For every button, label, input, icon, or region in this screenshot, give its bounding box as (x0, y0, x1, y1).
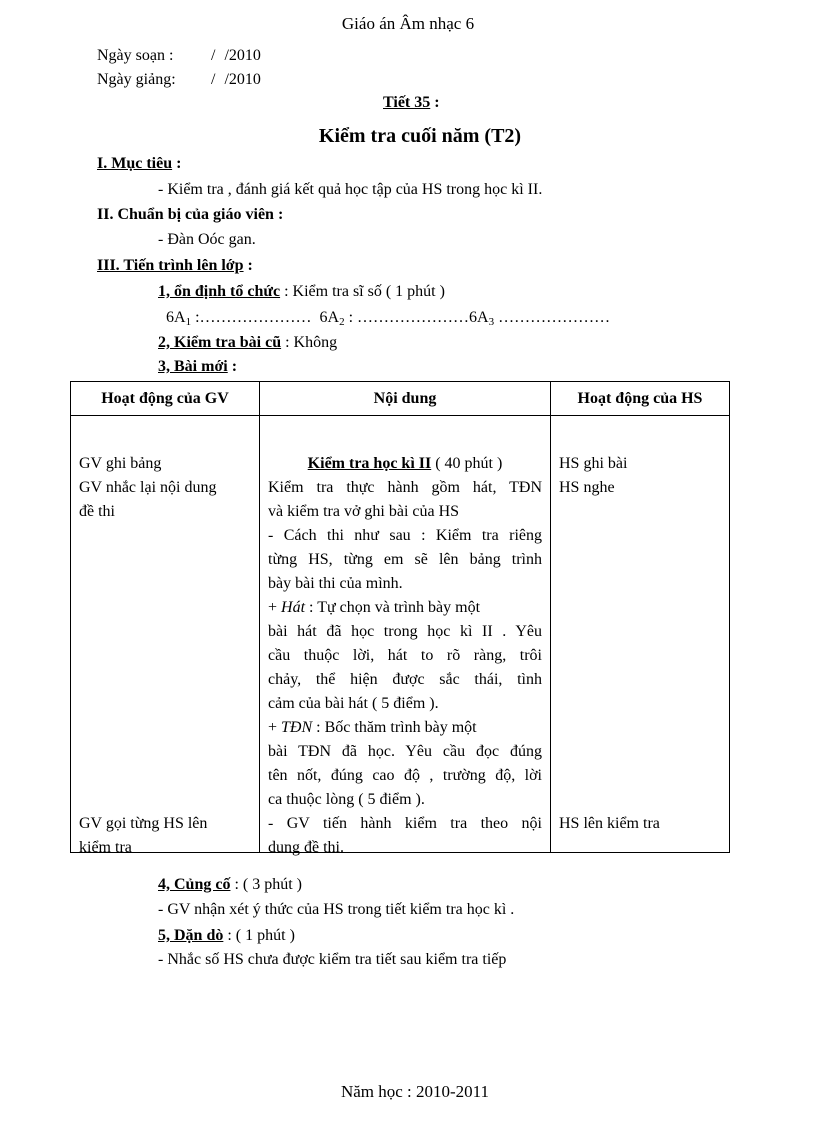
content-line: dung đề thi. (268, 839, 344, 856)
gv-line: GV ghi bảng (79, 455, 162, 472)
content-line: ca thuộc lòng ( 5 điểm ). (268, 791, 425, 808)
header-hs: Hoạt động của HS (551, 382, 730, 416)
content-line-tdn: + TĐN : Bốc thăm trình bày một (268, 719, 477, 736)
section-2-heading: II. Chuẩn bị của giáo viên : (97, 206, 284, 223)
section-3-heading: III. Tiến trình lên lớp : (97, 257, 253, 274)
date-giang-label: Ngày giảng: (97, 71, 176, 88)
content-line: bài TĐN đã học. Yêu cầu đọc đúng (268, 743, 542, 760)
content-line: - GV tiến hành kiểm tra theo nội (268, 815, 542, 832)
step-5-text: - Nhắc số HS chưa được kiểm tra tiết sau kiểm tra tiếp (158, 951, 507, 968)
date-soan-value: / /2010 (211, 47, 261, 64)
table-header-row (71, 382, 730, 416)
date-soan-label: Ngày soạn : (97, 47, 174, 64)
gv-line: GV gọi từng HS lên (79, 815, 208, 832)
content-line: tên nốt, đúng cao độ , trường độ, lời (268, 767, 542, 784)
step-4: 4, Củng cố : ( 3 phút ) (158, 876, 302, 893)
section-2-text: - Đàn Oóc gan. (158, 231, 256, 248)
content-title: Kiểm tra học kì II ( 40 phút ) (307, 455, 503, 472)
hs-line: HS nghe (559, 479, 615, 496)
lesson-number: Tiết 35 : (383, 94, 440, 111)
step-2: 2, Kiểm tra bài cũ : Không (158, 334, 338, 351)
table-row (71, 416, 730, 853)
content-line: cảm của bài hát ( 5 điểm ). (268, 695, 439, 712)
hs-line: HS lên kiểm tra (559, 815, 660, 832)
step-4-text: - GV nhận xét ý thức của HS trong tiết kiểm tra học kì . (158, 901, 515, 918)
section-1-heading: I. Mục tiêu : (97, 155, 182, 172)
gv-cell (71, 416, 260, 856)
content-line: từng HS, từng em sẽ lên bảng trình (268, 551, 542, 568)
content-line-hat: + Hát : Tự chọn và trình bày một (268, 599, 481, 616)
content-line: cầu thuộc lời, hát to rõ ràng, trôi (268, 647, 542, 664)
header-gv: Hoạt động của GV (71, 382, 260, 416)
page-footer: Năm học : 2010-2011 (340, 1082, 490, 1101)
page-title: Kiểm tra cuối năm (T2) (318, 125, 522, 147)
content-line: bài hát đã học trong học kì II . Yêu (268, 623, 542, 640)
content-line: chảy, thể hiện được sắc thái, tình (268, 671, 542, 688)
content-line: bày bài thi của mình. (268, 575, 403, 592)
content-line: Kiểm tra thực hành gồm hát, TĐN (268, 479, 542, 496)
step-1: 1, ổn định tổ chức : Kiểm tra sĩ số ( 1 phút ) (158, 283, 445, 300)
date-giang-value: / /2010 (211, 71, 261, 88)
step-5: 5, Dặn dò : ( 1 phút ) (158, 927, 295, 944)
step-3: 3, Bài mới : (158, 358, 238, 375)
page-header: Giáo án Âm nhạc 6 (341, 14, 475, 33)
lesson-table (70, 381, 730, 856)
class-roster-line: $6A_1$ :………………… $6A_2$ : $\dots\dots\dots\dots\dots\dots\dots 6A_3$ ………………… (166, 309, 611, 328)
hs-cell (551, 416, 730, 853)
section-1-text: - Kiểm tra , đánh giá kết quả học tập của HS trong học kì II. (158, 181, 543, 198)
gv-line: kiểm tra (79, 839, 132, 856)
header-content: Nội dung (260, 382, 551, 416)
content-line: - Cách thi như sau : Kiểm tra riêng (268, 527, 542, 544)
content-cell (260, 416, 551, 856)
hs-line: HS ghi bài (559, 455, 628, 472)
gv-line: GV nhắc lại nội dung (79, 479, 217, 496)
gv-line: đề thi (79, 503, 115, 520)
content-line: và kiểm tra vở ghi bài của HS (268, 503, 460, 520)
